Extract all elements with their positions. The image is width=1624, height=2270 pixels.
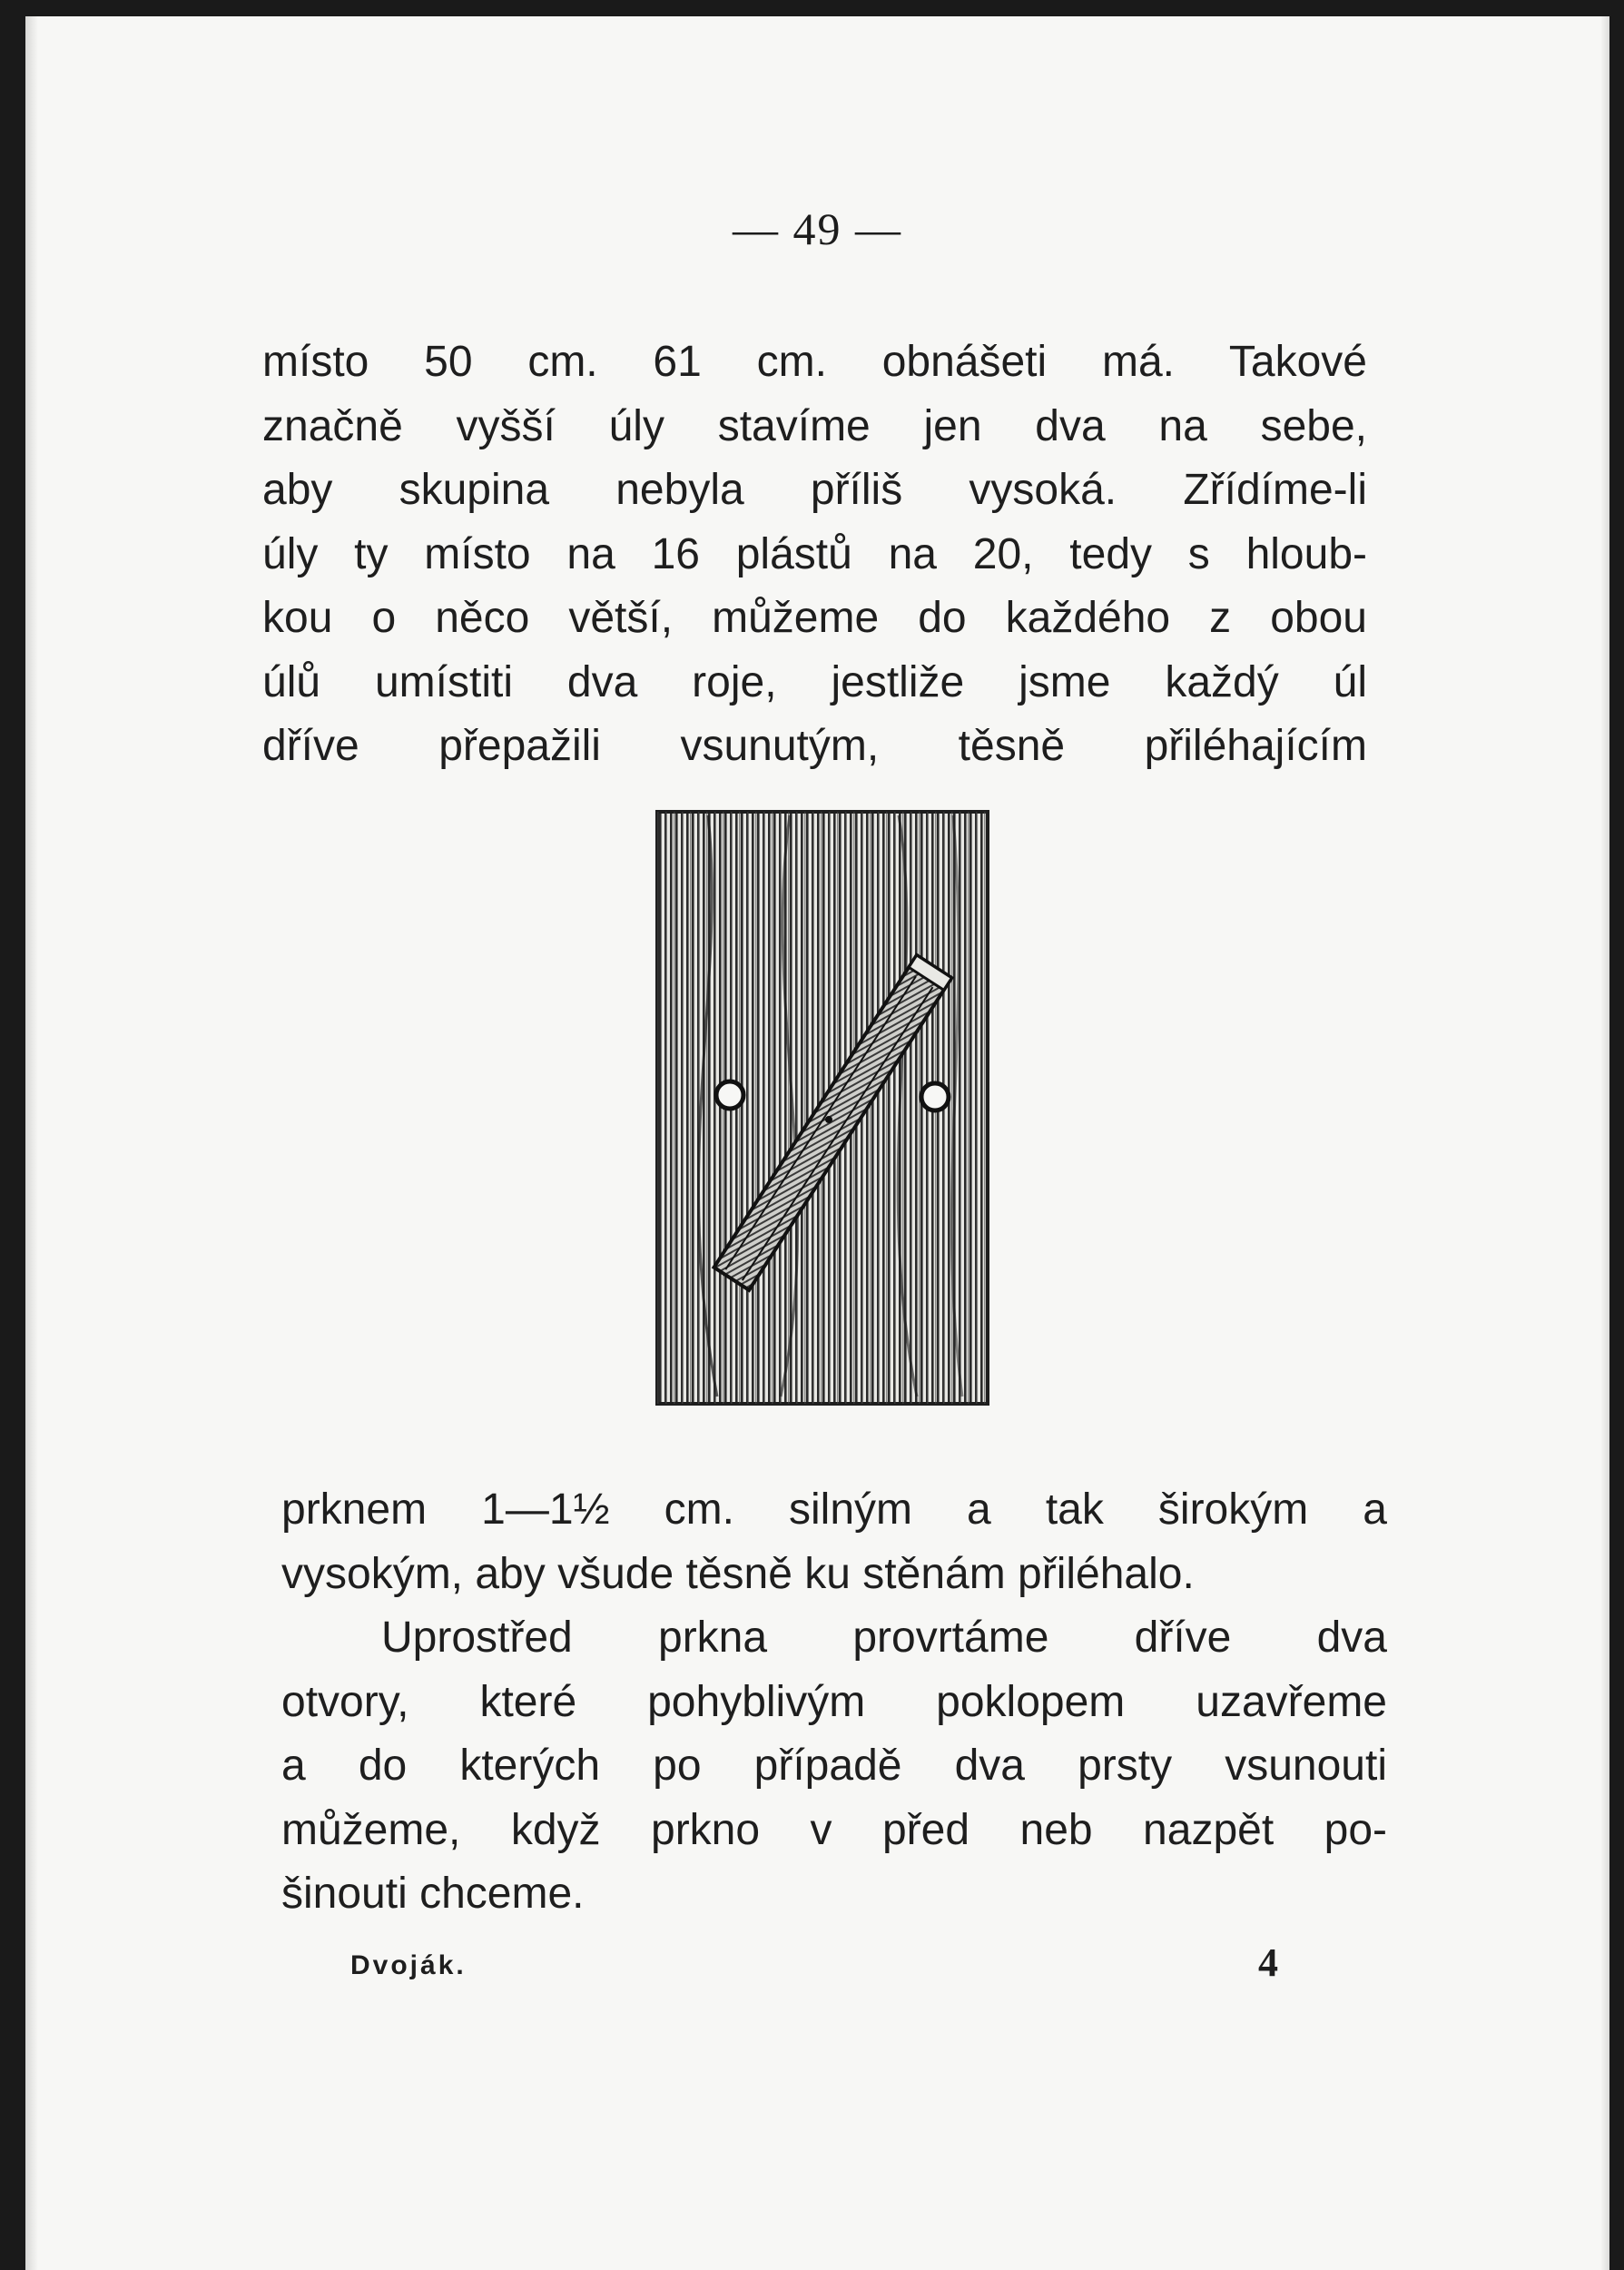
text-line: místo 50 cm. 61 cm. obnášeti má. Takové xyxy=(262,338,1367,386)
signature-mark: 4 xyxy=(1258,1940,1278,1985)
text-line: úly ty místo na 16 plástů na 20, tedy s hloub- xyxy=(262,529,1367,578)
paragraph-top xyxy=(262,331,1367,779)
book-page xyxy=(25,16,1609,2270)
partition-board-illustration xyxy=(654,806,993,1411)
text-line: kou o něco větší, můžeme do každého z obou xyxy=(262,594,1367,642)
text-line: Uprostřed prkna provrtáme dříve dva xyxy=(381,1614,1387,1662)
text-line: prknem 1—1½ cm. silným a tak širokým a xyxy=(281,1485,1387,1534)
scan-edge-left xyxy=(25,16,38,2270)
text-line: značně vyšší úly stavíme jen dva na sebe, xyxy=(262,401,1367,450)
text-line: šinouti chceme. xyxy=(281,1870,585,1918)
partition-board-with-sliding-cover-icon xyxy=(654,806,993,1411)
text-line: vysokým, aby všude těsně ku stěnám přiléhalo. xyxy=(281,1549,1195,1598)
text-line: dříve přepažili vsunutým, těsně přiléhajícím xyxy=(262,722,1367,770)
scan-edge-right xyxy=(1600,16,1609,2270)
text-line: a do kterých po případě dva prsty vsunouti xyxy=(281,1742,1387,1790)
text-line: aby skupina nebyla příliš vysoká. Zřídíme-li xyxy=(262,466,1367,514)
text-line: úlů umístiti dva roje, jestliže jsme každý úl xyxy=(262,657,1367,706)
footer-author: Dvoják. xyxy=(350,1950,467,1980)
page-number: — 49 — xyxy=(733,203,902,254)
paragraph-bottom xyxy=(281,1478,1387,1927)
text-line: můžeme, když prkno v před neb nazpět po- xyxy=(281,1805,1387,1854)
text-line: otvory, které pohyblivým poklopem uzavřeme xyxy=(281,1677,1387,1726)
